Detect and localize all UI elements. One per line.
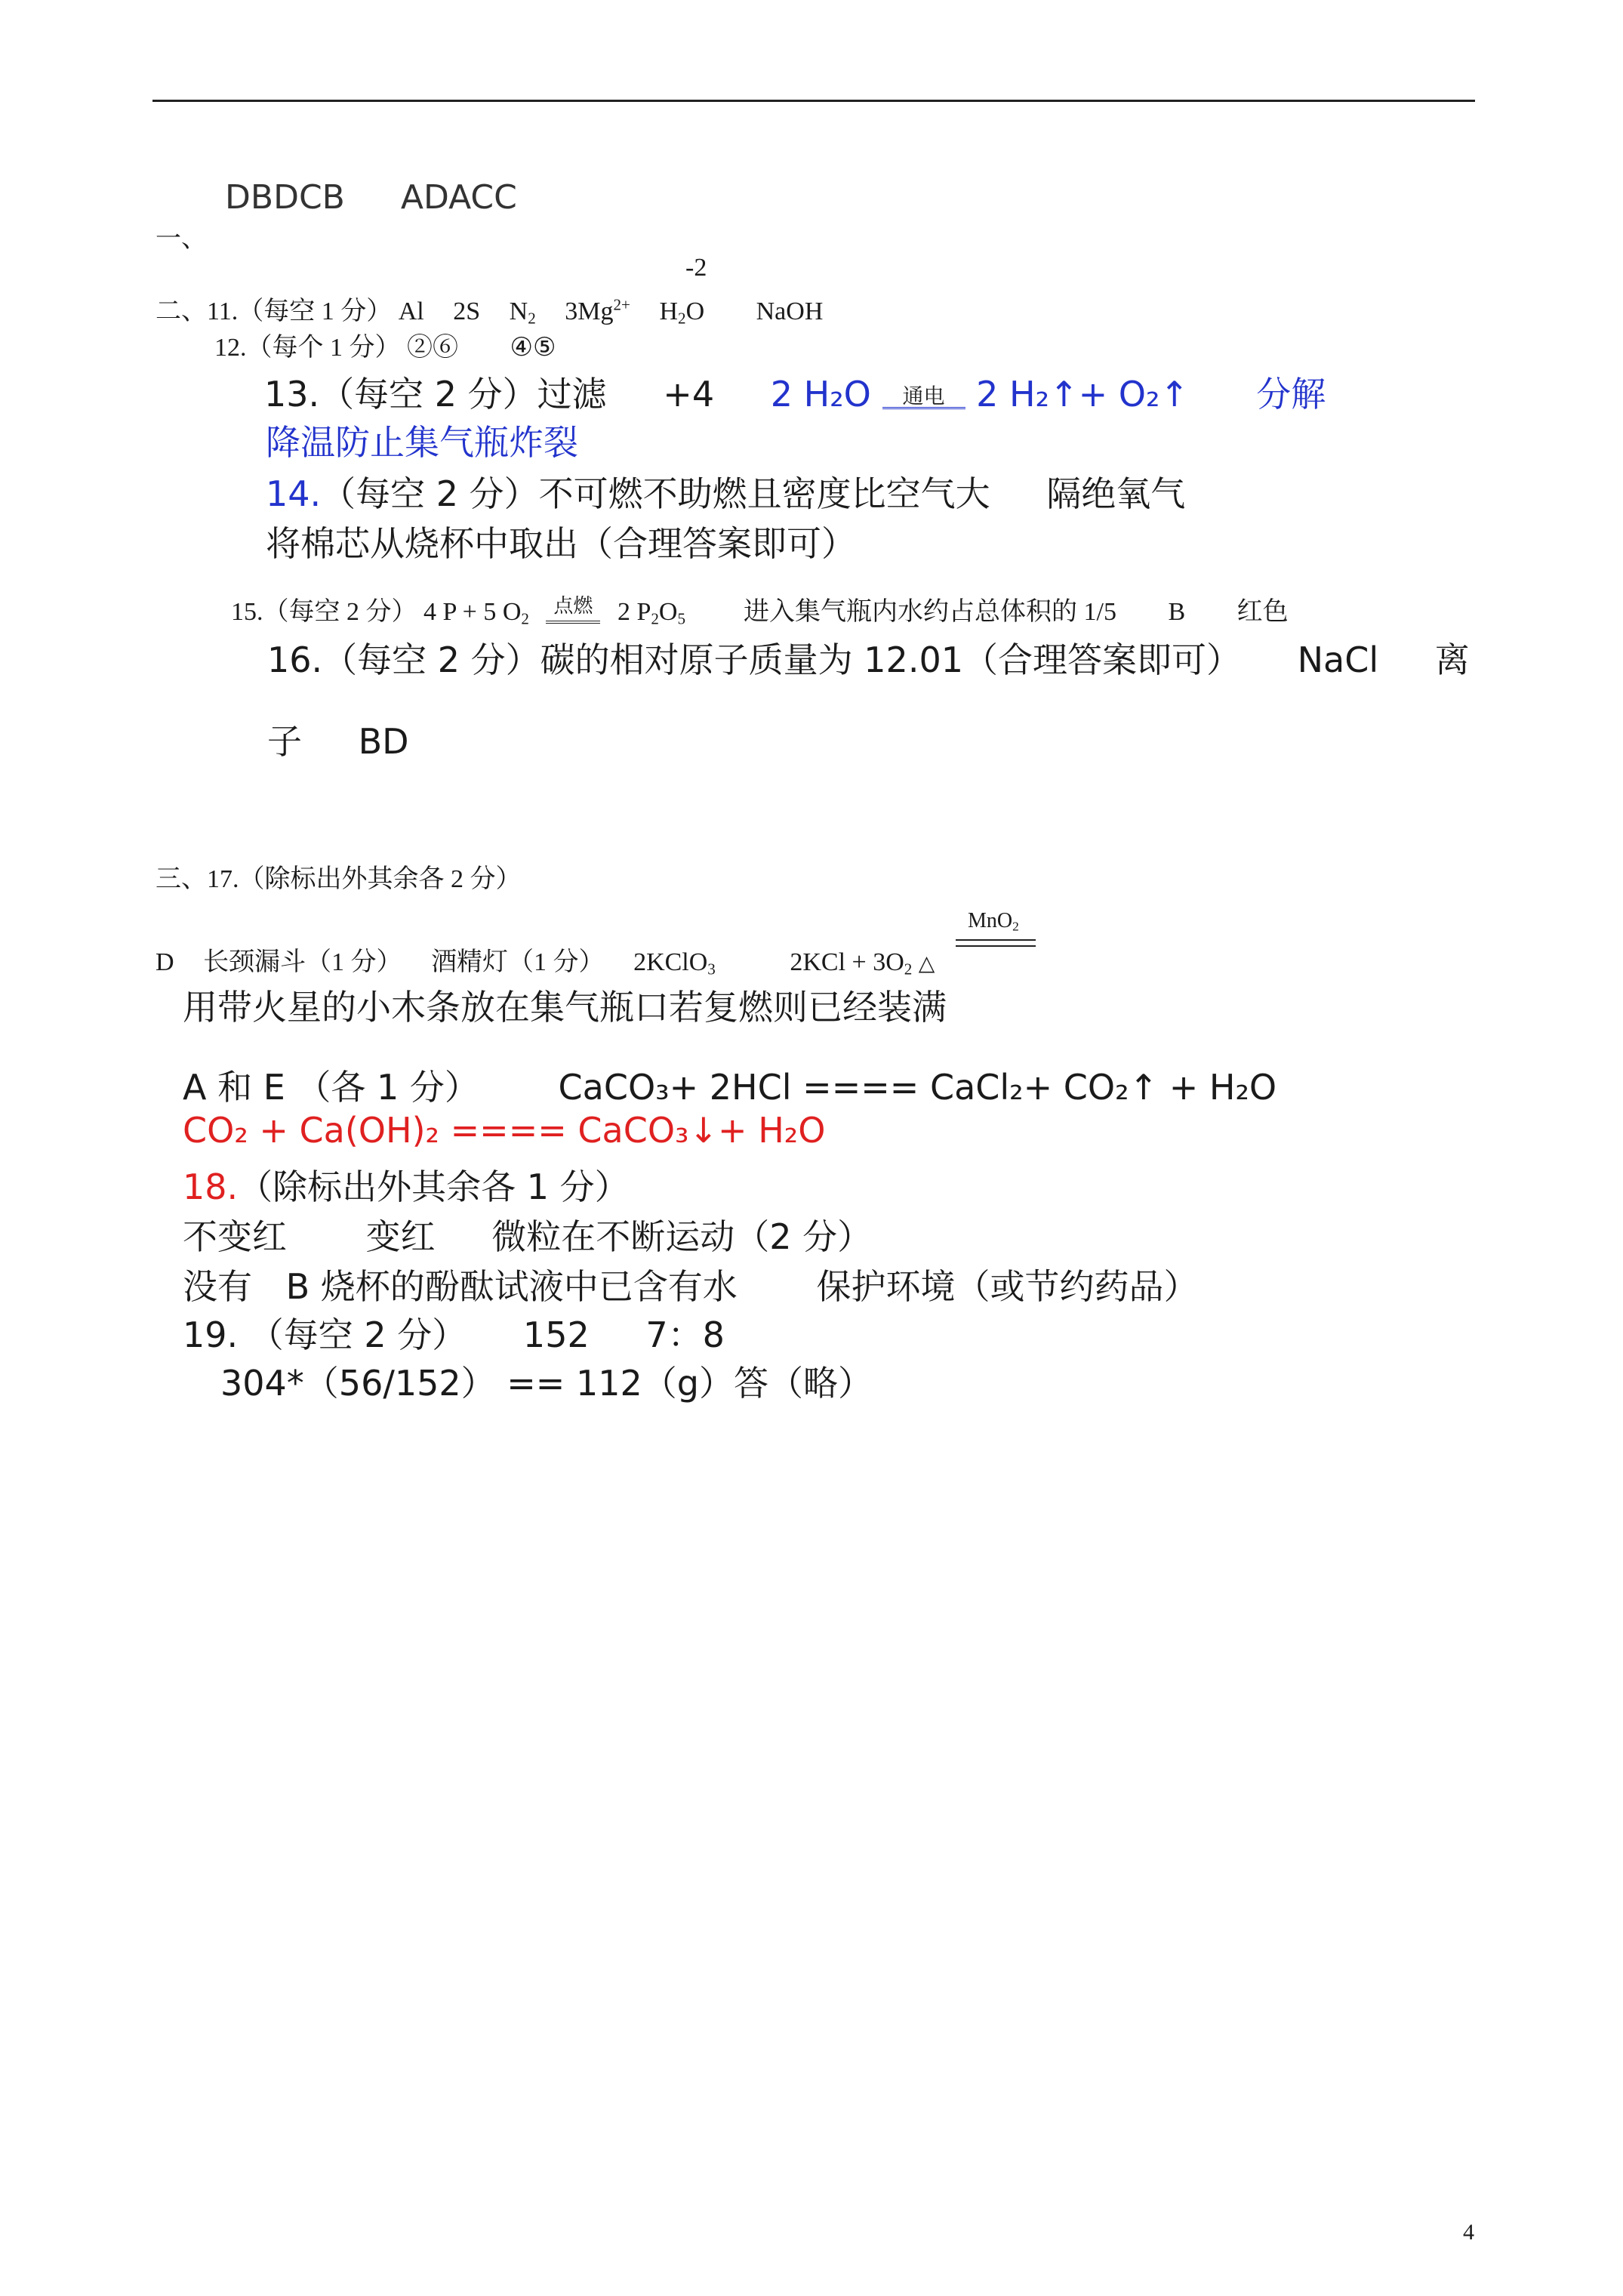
q18-line2 (183, 1259, 1198, 1309)
q11-answer-2s: 2S (453, 297, 481, 325)
q17-equation-caco3: CaCO₃+ 2HCl ==== CaCl₂+ CO₂↑ + H₂O (558, 1067, 1277, 1108)
q12-line (214, 326, 556, 363)
q11-line (156, 290, 823, 328)
q19-header: 19. （每空 2 分） (183, 1314, 467, 1355)
header-rule (152, 100, 1475, 102)
q18-answer-6: 保护环境（或节约药品） (816, 1266, 1199, 1307)
answers-group-b: ADACC (400, 178, 517, 217)
q13-line1 (264, 367, 1326, 417)
section2-label: 二、 (156, 297, 207, 325)
q16-line1 (267, 633, 1470, 683)
q18-answer-4: 没有 (183, 1266, 252, 1307)
q16-answer-1: 16.（每空 2 分）碳的相对原子质量为 12.01（合理答案即可） (267, 639, 1241, 680)
q18-header: 18.（除标出外其余各 1 分） (183, 1166, 630, 1207)
q11-answer-h2o: $H_2O$ (659, 297, 705, 328)
q18-answer-1: 不变红 (183, 1216, 287, 1257)
q11-prefix: 11.（每空 1 分） (207, 297, 393, 325)
q12-answer-2: ④⑤ (510, 334, 556, 362)
q17-heat-symbol: △ (918, 952, 935, 975)
q14-answer-2: 隔绝氧气 (1046, 473, 1186, 514)
q16-answer-3-start: 离 (1434, 639, 1470, 680)
q18-answer-3: 微粒在不断运动（2 分） (491, 1216, 873, 1257)
q14-line1 (266, 467, 1185, 516)
q14-line2: 将棉芯从烧杯中取出（合理答案即可） (266, 523, 856, 564)
q11-valence-mark: -2 (685, 254, 707, 282)
q17-line2: 用带火星的小木条放在集气瓶口若复燃则已经装满 (183, 987, 947, 1028)
q17-catalyst: MnO$_2$ (968, 909, 1019, 934)
q15-equation: 4 P + 5 $O_2$ 点燃 2 $P_2O_5$ (423, 598, 692, 626)
q19-answer-2: 7：8 (645, 1314, 725, 1355)
q19-line2: 304*（56/152） == 112（g）答（略） (220, 1363, 873, 1404)
q13-condition: 通电 (902, 384, 945, 408)
q17-answer-ae: A 和 E （各 1 分） (183, 1067, 479, 1108)
q17-answer-lamp: 酒精灯（1 分） (431, 948, 605, 976)
q15-answer-3: B (1168, 598, 1186, 626)
section1-answers (225, 178, 517, 217)
q11-answer-mg: $3Mg^{2+}$ (565, 295, 630, 325)
q14-number: 14. (266, 473, 322, 514)
q17-answer-d: D (156, 948, 174, 976)
q16-line2 (267, 714, 409, 764)
q14-answer-1: （每空 2 分）不可燃不助燃且密度比空气大 (321, 473, 990, 514)
q16-answer-3-end: 子 (267, 721, 302, 762)
q13-answer-reaction-type: 分解 (1256, 374, 1326, 415)
page-number: 4 (1463, 2220, 1474, 2245)
q12-prefix: 12.（每个 1 分） (214, 334, 401, 362)
q11-answer-al: Al (398, 297, 424, 325)
q15-line (231, 590, 1289, 628)
q13-line2: 降温防止集气瓶炸裂 (266, 422, 578, 463)
q18-answer-5: B 烧杯的酚酞试液中已含有水 (285, 1266, 738, 1307)
q18-number: 18. (183, 1166, 239, 1207)
q13-prefix: 13.（每空 2 分）过滤 (264, 374, 607, 415)
q19-answer-1: 152 (522, 1314, 590, 1355)
q11-answer-n2: $N_2$ (509, 297, 536, 328)
q16-answer-4: BD (358, 721, 409, 762)
q17-line3 (183, 1060, 1277, 1110)
q13-equation: 2 H₂O 通电 2 H₂↑+ O₂↑ (770, 374, 1189, 415)
q15-answer-2: 进入集气瓶内水约占总体积的 1/5 (744, 598, 1116, 626)
q12-answer-1: ②⑥ (407, 334, 458, 362)
section3-label: 三、 (156, 865, 207, 893)
q17-equation-double-bar (956, 939, 1036, 947)
q19-line1 (183, 1308, 725, 1358)
q15-answer-4: 红色 (1236, 598, 1289, 626)
q11-answer-naoh: NaOH (756, 297, 824, 325)
q17-line4: CO₂ + Ca(OH)₂ ==== CaCO₃↓+ H₂O (183, 1110, 826, 1151)
q17-header: 三、17.（除标出外其余各 2 分） (156, 865, 522, 893)
q17-answer-funnel: 长颈漏斗（1 分） (203, 948, 402, 976)
answers-group-a: DBDCB (225, 178, 345, 217)
q17-line1 (156, 941, 935, 978)
q18-answer-2: 变红 (365, 1216, 436, 1257)
q13-answer-valence: +4 (663, 374, 715, 415)
q17-equation-right: $2KCl + 3O_2$ (790, 948, 913, 978)
section1-label: 一、 (156, 225, 207, 253)
q15-prefix: 15.（每空 2 分） (231, 598, 417, 626)
q18-line1 (183, 1210, 872, 1259)
q16-answer-2: NaCl (1297, 639, 1379, 680)
q15-condition: 点燃 (553, 595, 593, 618)
q17-equation-left: 2KClO$_3$ (633, 948, 716, 978)
